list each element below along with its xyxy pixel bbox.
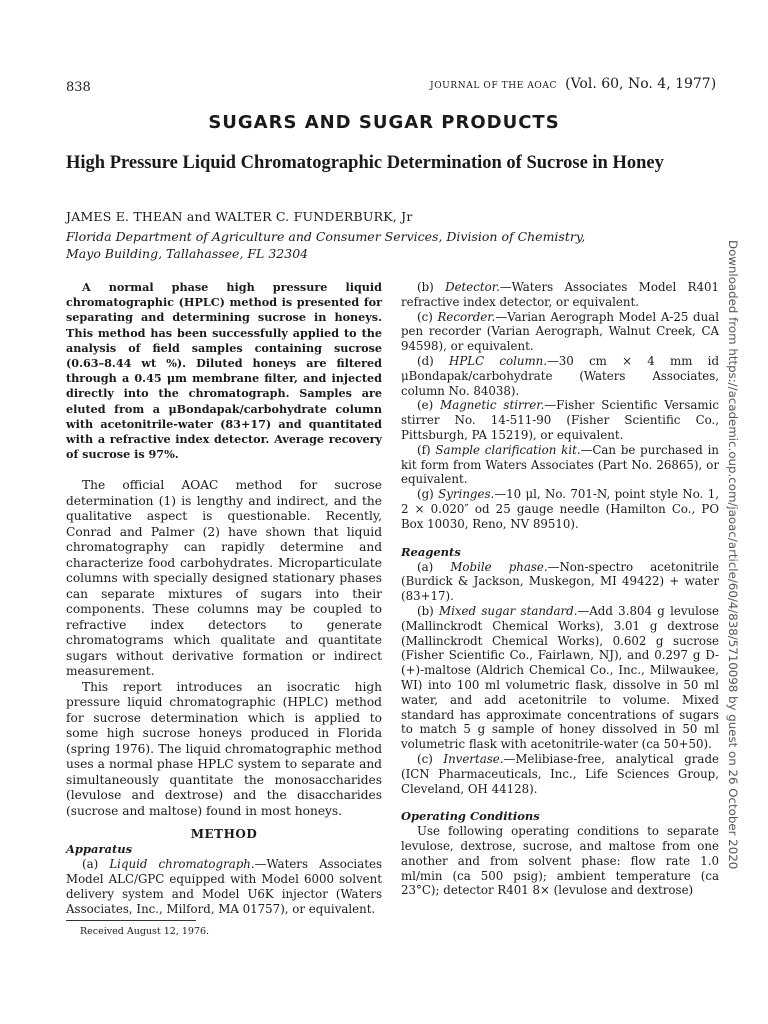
affiliation	[66, 228, 666, 262]
running-header	[430, 76, 716, 92]
volume-info: (Vol. 60, No. 4, 1977)	[565, 76, 717, 92]
item-text: —Varian Aerograph Model A-25 dual pen recorder (Varian Aerograph, Walnut Creek, CA 94598), or equivalent.	[401, 309, 720, 354]
list-item	[401, 280, 719, 310]
item-label: (b)	[417, 603, 434, 618]
affiliation-line-2: Mayo Building, Tallahassee, FL 32304	[66, 246, 309, 261]
body-paragraph-1: The official AOAC method for sucrose determination (1) is lengthy and indirect, and the qualitative aspect is questionable. Recently, Conrad and Palmer (2) have shown that liquid chromatography can rapidly determine and characterize food carbohydrates. Microparticulate columns with specially designed stationary phases can separate mixtures of sugars into their components. These columns may be coupled to refractive index detectors to generate chromatograms which qualitate and quantitate sugars without derivative formation or indirect measurement.	[66, 478, 382, 679]
item-text: —Non-spectro acetonitrile (Burdick & Jackson, Muskegon, MI 49422) + water (83+17).	[401, 559, 719, 604]
item-label: (f)	[417, 442, 431, 457]
reagents-heading: Reagents	[401, 544, 461, 559]
item-term: Liquid chromatograph.	[109, 857, 255, 872]
item-text: —Can be purchased in kit form from Waters Associates (Part No. 26865), or equivalent.	[401, 442, 719, 487]
apparatus-heading: Apparatus	[66, 842, 133, 857]
page-number: 838	[66, 80, 91, 95]
left-column	[66, 280, 382, 917]
item-text: —Fisher Scientific Versamic stirrer No. 14-511-90 (Fisher Scientific Co., Pittsburgh, PA 15219), or equivalent.	[401, 398, 719, 442]
journal-name: JOURNAL OF THE AOAC	[430, 81, 557, 91]
list-item	[401, 310, 719, 354]
list-item	[401, 604, 719, 752]
item-label: (b)	[417, 280, 434, 294]
received-date-footnote: Received August 12, 1976.	[80, 926, 210, 937]
method-heading: METHOD	[190, 827, 258, 842]
list-item	[401, 560, 719, 604]
article-authors: JAMES E. THEAN and WALTER C. FUNDERBURK, Jr	[66, 209, 413, 224]
item-text: —Add 3.804 g levulose (Mallinckrodt Chemical Works), 3.01 g dextrose (Mallinckrodt Chemical Works), 0.602 g sucrose (Fisher Scientific Co., Fairlawn, NJ), and 0.297 g D-(+)-maltose (Aldrich Chemical Co., Inc., Milwaukee, WI) into 100 ml volumetric flask, dissolve in 50 ml water, and add acetonitrile to volume. Mixed standard has approximate concentrations of sugars to match 5 g sample of honey dissolved in 50 ml volumetric flask with acetonitrile-water (ca 50+50).	[401, 603, 719, 752]
right-column	[401, 280, 719, 898]
list-item	[401, 443, 719, 487]
list-item	[401, 487, 719, 531]
item-label: (g)	[417, 487, 434, 502]
item-label: (c)	[417, 309, 433, 324]
item-term: Magnetic stirrer.	[440, 398, 545, 413]
item-label: (c)	[417, 751, 433, 766]
footnote-rule	[66, 920, 196, 921]
section-title: SUGARS AND SUGAR PRODUCTS	[208, 112, 560, 133]
item-text: —30 cm × 4 mm id μBondapak/carbohydrate (Waters Associates, column No. 84038).	[401, 353, 719, 398]
item-term: Mobile phase.	[450, 559, 548, 574]
item-label: (a)	[82, 857, 99, 872]
list-item	[401, 398, 719, 442]
download-watermark	[726, 240, 756, 870]
download-watermark-text: Downloaded from https://academic.oup.com/jaoac/article/60/4/838/5710098 by guest on 26 October 2020	[726, 240, 740, 870]
affiliation-line-1: Florida Department of Agriculture and Consumer Services, Division of Chemistry,	[66, 229, 586, 244]
item-text: —Waters Associates Model R401 refractive index detector, or equivalent.	[401, 280, 719, 309]
list-item	[401, 354, 719, 398]
item-term: Recorder.	[437, 309, 496, 324]
apparatus-list	[401, 280, 719, 532]
item-label: (e)	[417, 398, 434, 413]
item-text: —Waters Associates Model ALC/GPC equipped with Model 6000 solvent delivery system and Model U6K injector (Waters Associates, Inc., Milford, MA 01757), or equivalent.	[66, 857, 383, 916]
item-term: Detector.	[445, 280, 500, 294]
item-label: (a)	[417, 559, 434, 574]
item-term: Syringes.	[438, 487, 495, 502]
list-item	[401, 752, 719, 796]
item-term: HPLC column.	[449, 353, 547, 368]
reagents-list	[401, 560, 719, 797]
item-term: Invertase.	[443, 751, 504, 766]
item-term: Mixed sugar standard.	[439, 603, 578, 618]
item-text: —10 μl, No. 701-N, point style No. 1, 2 × 0.020″ od 25 gauge needle (Hamilton Co., PO Box 10030, Reno, NV 89510).	[401, 487, 719, 531]
item-label: (d)	[417, 353, 434, 368]
operating-conditions-heading: Operating Conditions	[401, 809, 540, 824]
body-paragraph-2: This report introduces an isocratic high pressure liquid chromatographic (HPLC) method for sucrose determination which is applied to some high sucrose honeys produced in Florida (spring 1976). The liquid chromatographic method uses a normal phase HPLC system to separate and simultaneously quantitate the monosaccharides (levulose and dextrose) and the disaccharides (sucrose and maltose) found in most honeys.	[66, 679, 382, 818]
apparatus-item-a	[66, 857, 382, 916]
operating-conditions-text: Use following operating conditions to separate levulose, dextrose, sucrose, and maltose from one another and from solvent phase: flow rate 1.0 ml/min (ca 500 psig); ambient temperature (ca 23°C); detector R401 8× (levulose and dextrose)	[401, 824, 719, 898]
item-term: Sample clarification kit.	[435, 442, 581, 457]
article-title: High Pressure Liquid Chromatographic Determination of Sucrose in Honey	[66, 153, 664, 173]
item-text: —Melibiase-free, analytical grade (ICN Pharmaceuticals, Inc., Life Sciences Group, Cleveland, OH 44128).	[401, 751, 719, 796]
abstract: A normal phase high pressure liquid chromatographic (HPLC) method is presented for separating and determining sucrose in honeys. This method has been successfully applied to the analysis of field samples containing sucrose (0.63–8.44 wt %). Diluted honeys are filtered through a 0.45 μm membrane filter, and injected directly into the chromatograph. Samples are eluted from a μBondapak/carbohydrate column with acetonitrile-water (83+17) and quantitated with a refractive index detector. Average recovery of sucrose is 97%.	[66, 280, 382, 462]
